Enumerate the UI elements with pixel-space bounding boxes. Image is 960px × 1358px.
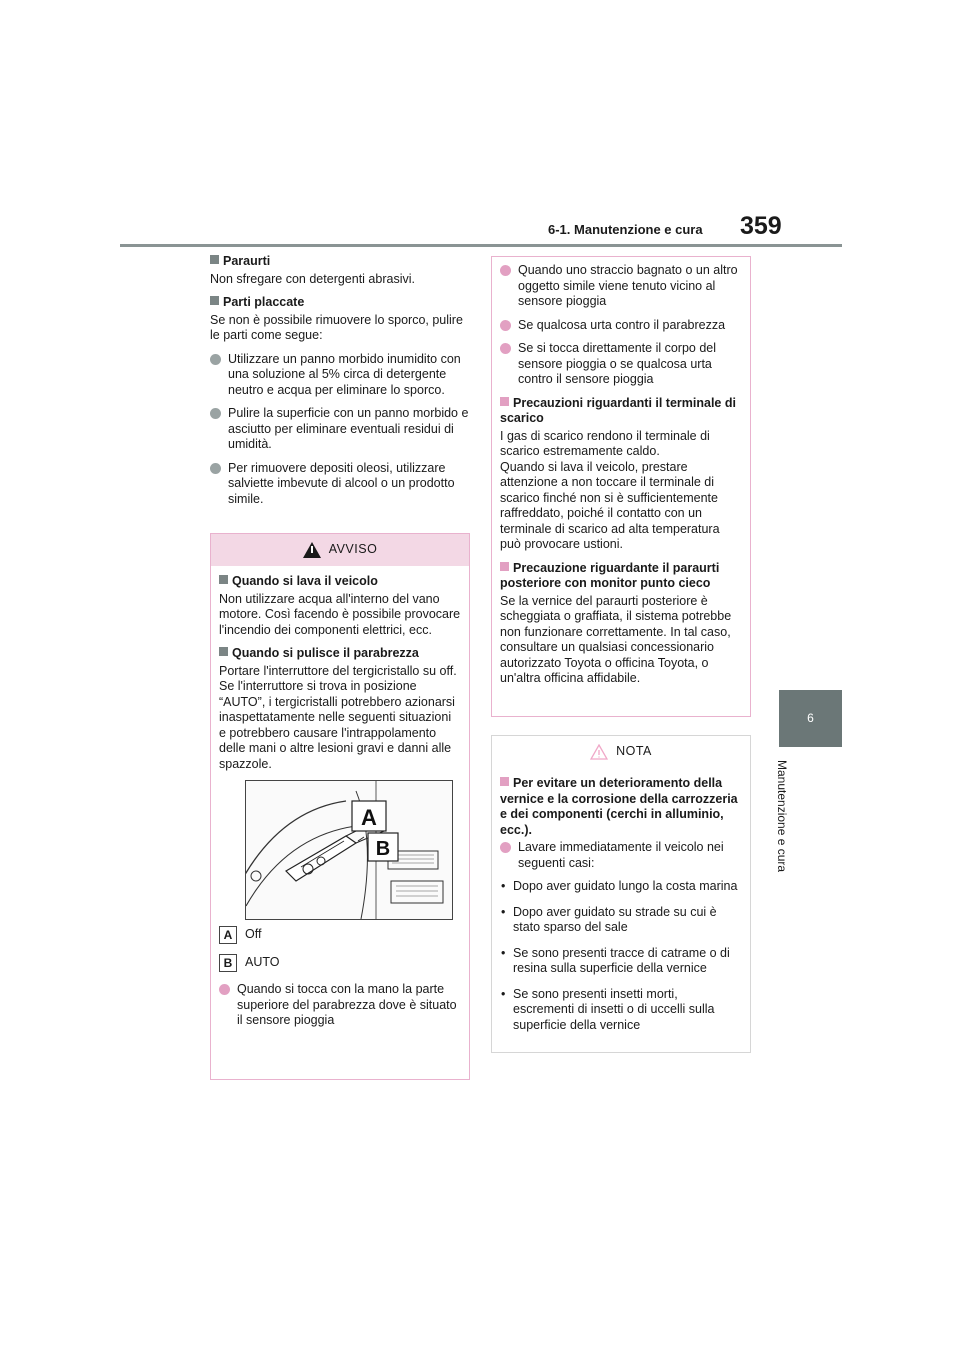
chapter-label	[769, 760, 849, 900]
square-bullet-icon	[500, 562, 509, 571]
warning-box	[210, 533, 470, 1080]
paragraph: Se la vernice del paraurti posteriore è scheggiata o graffiata, il sistema potrebbe non funzionare correttamente. In tal caso, consultare un qualsiasi concessionario autorizzato Toyota o officina Toyota, o un'altra officina affidabile.	[500, 593, 732, 685]
section-title: 6-1. Manutenzione e cura	[548, 222, 703, 237]
left-column	[210, 254, 472, 515]
square-bullet-icon	[219, 647, 228, 656]
list-item: Utilizzare un panno morbido inumidito con una soluzione al 5% circa di detergente neutro e acqua per eliminare lo sporco.	[210, 352, 472, 399]
section-heading-paraurti: Paraurti	[210, 254, 472, 270]
legend-item-a: A Off	[219, 926, 461, 944]
wiper-switch-illustration	[245, 780, 453, 920]
warning-box-header	[211, 534, 469, 566]
section-heading: Per evitare un deterioramento della vernice e la corrosione della carrozzeria e dei componenti (cerchi in alluminio, ecc.).	[500, 776, 738, 837]
steering-column-drawing	[246, 781, 452, 919]
section-heading-parti-placcate: Parti placcate	[210, 295, 472, 311]
warning-triangle-icon	[303, 542, 321, 558]
section-heading: Precauzioni riguardanti il terminale di scarico	[500, 395, 736, 425]
circle-bullet-icon	[500, 320, 511, 331]
legend-label-b: B	[219, 954, 237, 972]
section-heading: Quando si pulisce il parabrezza	[219, 646, 461, 662]
list-item: Quando uno straccio bagnato o un altro oggetto simile viene tenuto vicino al sensore pioggia	[500, 263, 742, 310]
sub-list-item: • Dopo aver guidato su strade su cui è stato sparso del sale	[500, 905, 742, 936]
sub-list-item: • Dopo aver guidato lungo la costa marina	[500, 879, 742, 895]
paragraph: I gas di scarico rendono il terminale di scarico estremamente caldo.	[500, 428, 710, 458]
list-item: Per rimuovere depositi oleosi, utilizzare salviette imbevute di alcool o un prodotto simile.	[210, 461, 472, 508]
list-item: Pulire la superficie con un panno morbido e asciutto per eliminare eventuali residui di umidità.	[210, 406, 472, 453]
square-bullet-icon	[500, 777, 509, 786]
list-item: Se si tocca direttamente il corpo del sensore pioggia o se qualcosa urta contro il sensore pioggia	[500, 341, 742, 388]
list-item: Se qualcosa urta contro il parabrezza	[500, 318, 742, 334]
circle-bullet-icon	[210, 463, 221, 474]
note-box-header	[492, 736, 750, 768]
chapter-tab[interactable]: 6	[779, 690, 842, 747]
circle-bullet-icon	[219, 984, 230, 995]
caution-triangle-icon	[590, 744, 608, 760]
paragraph: Se l'interruttore si trova in posizione “AUTO”, i tergicristalli potrebbero azionarsi inaspettatamente nelle seguenti situazioni e potrebbero causare l'intrappolamento delle mani o altre lesioni gravi e danni alle spazzole.	[219, 679, 455, 771]
circle-bullet-icon	[500, 343, 511, 354]
paragraph: Se non è possibile rimuovere lo sporco, pulire le parti come segue:	[210, 312, 463, 342]
square-bullet-icon	[210, 255, 219, 264]
page-number: 359	[740, 212, 782, 240]
sub-list-item: • Se sono presenti tracce di catrame o di resina sulla superficie della vernice	[500, 946, 742, 977]
square-bullet-icon	[500, 397, 509, 406]
circle-bullet-icon	[500, 265, 511, 276]
header-rule	[120, 244, 842, 247]
note-box	[491, 735, 751, 1053]
square-bullet-icon	[210, 296, 219, 305]
paragraph: Non utilizzare acqua all'interno del vano motore. Così facendo è possibile provocare l'incendio dei componenti elettrici, ecc.	[219, 591, 461, 637]
warning-box-continued	[491, 256, 751, 717]
chapter-label-text: Manutenzione e cura	[775, 760, 789, 873]
sub-list-item: • Se sono presenti insetti morti, escrementi di insetti o di uccelli sulla superficie della vernice	[500, 987, 742, 1034]
list-item: Lavare immediatamente il veicolo nei seguenti casi:	[500, 840, 742, 871]
note-heading: NOTA	[616, 744, 652, 759]
warning-heading: AVVISO	[328, 542, 378, 557]
section-heading: Precauzione riguardante il paraurti posteriore con monitor punto cieco	[500, 560, 720, 590]
circle-bullet-icon	[210, 354, 221, 365]
paragraph: Portare l'interruttore del tergicristallo su off.	[219, 663, 457, 678]
circle-bullet-icon	[210, 408, 221, 419]
circle-bullet-icon	[500, 842, 511, 853]
legend-item-b: B AUTO	[219, 954, 461, 972]
square-bullet-icon	[219, 575, 228, 584]
figure-label-a: A	[361, 805, 377, 830]
paragraph: Non sfregare con detergenti abrasivi.	[210, 271, 415, 286]
paragraph: Quando si lava il veicolo, prestare attenzione a non toccare il terminale di scarico finché non si è sufficientemente raffreddato, poiché il contatto con un terminale di scarico ad alta temperatura può provocare ustioni.	[500, 459, 720, 551]
legend-label-a: A	[219, 926, 237, 944]
figure-label-b: B	[375, 838, 391, 860]
list-item: Quando si tocca con la mano la parte superiore del parabrezza dove è situato il sensore pioggia	[219, 982, 461, 1029]
section-heading: Quando si lava il veicolo	[219, 574, 461, 590]
